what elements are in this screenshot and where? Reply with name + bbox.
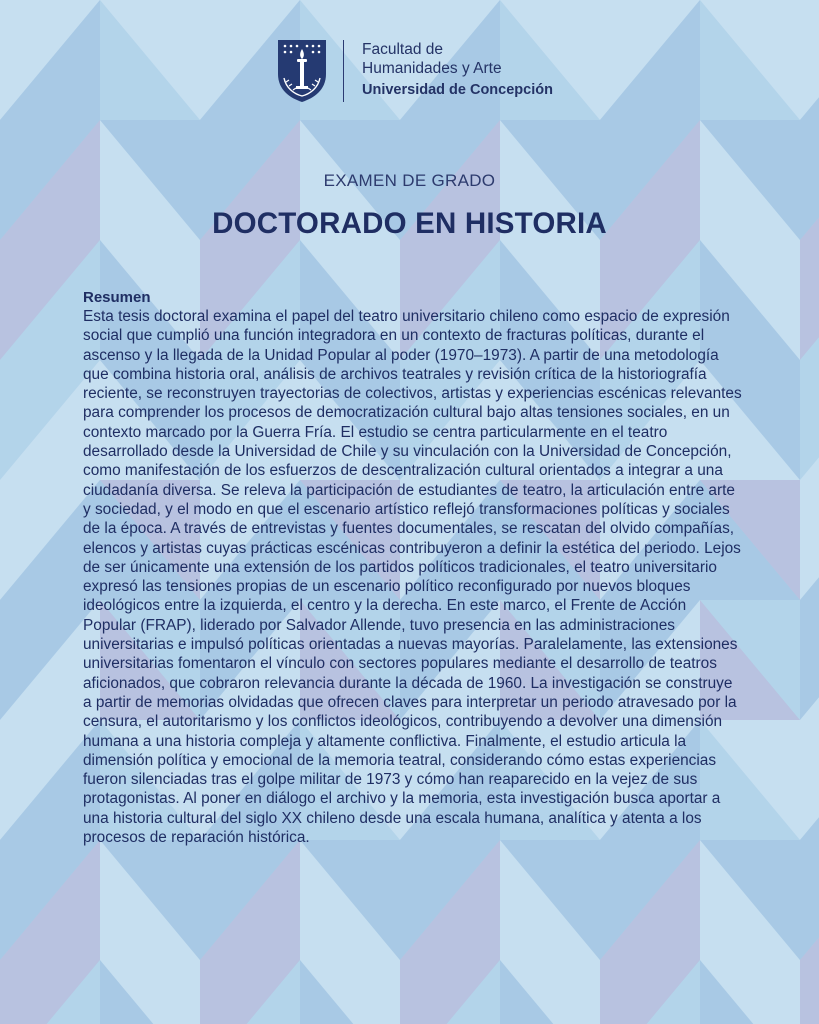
abstract-body: Esta tesis doctoral examina el papel del teatro universitario chileno como espacio de expresión social que cumplió una función integradora en un contexto de fracturas políticas, durante el ascenso y la llegada de la Unidad Popular al poder (1970–1973). A partir de una metodología que combina historia oral, análisis de archivos teatrales y revisión crítica de la historiografía reciente, se reconstruyen trayectorias de colectivos, artistas y experiencias escénicas relevantes para comprender los procesos de democratización cultural bajo altas tensiones sociales, en un contexto marcado por la Guerra Fría. El estudio se centra particularmente en el teatro desarrollado desde la Universidad de Chile y su vinculación con la Universidad de Concepción, como manifestación de los esfuerzos de descentralización cultural orientados a integrar a una ciudadanía diversa. Se releva la participación de estudiantes de teatro, la articulación entre arte y sociedad, y el modo en que el escenario artístico reflejó transformaciones políticas y sociales de la época. A través de entrevistas y fuentes documentales, se rescatan del olvido compañías, elencos y artistas cuyas prácticas escénicas contribuyeron a definir la estética del periodo. Lejos de ser únicamente una extensión de los partidos políticos tradicionales, el teatro universitario expresó las tensiones propias de un escenario político reconfigurado por nuevos bloques ideológicos entre la izquierda, el centro y la derecha. En este marco, el Frente de Acción Popular (FRAP), liderado por Salvador Allende, tuvo presencia en las administraciones universitarias e impulsó políticas orientadas a nuevas mayorías. Paralelamente, las extensiones universitarias fomentaron el vínculo con sectores populares mediante el desarrollo de teatros aficionados, que cobraron relevancia durante la década de 1960. La investigación se construye a partir de memorias olvidadas que ofrecen claves para interpretar un periodo atravesado por la censura, el autoritarismo y los conflictos ideológicos, contribuyendo a devolver una dimensión humana a una historia compleja y altamente conflictiva. Finalmente, el estudio articula la dimensión política y emocional de la memoria teatral, considerando cómo estas experiencias fueron silenciadas tras el golpe militar de 1973 y cómo han reaparecido en la vejez de sus protagonistas. Al poner en diálogo el archivo y la memoria, esta investigación busca aportar a una historia cultural del siglo XX chileno desde una escala humana, analítica y atenta a los procesos de reparación histórica.	[83, 308, 742, 847]
university-crest-logo	[276, 38, 328, 104]
header-divider	[343, 40, 344, 102]
faculty-name-line1: Facultad de	[362, 41, 443, 58]
faculty-header	[276, 38, 576, 104]
exam-label: EXAMEN DE GRADO	[323, 171, 496, 190]
university-name: Universidad de Concepción	[362, 82, 553, 98]
degree-title: DOCTORADO EN HISTORIA	[212, 207, 607, 240]
abstract-section	[83, 289, 743, 847]
faculty-name-line2: Humanidades y Arte	[362, 60, 502, 77]
abstract-heading: Resumen	[83, 289, 151, 306]
